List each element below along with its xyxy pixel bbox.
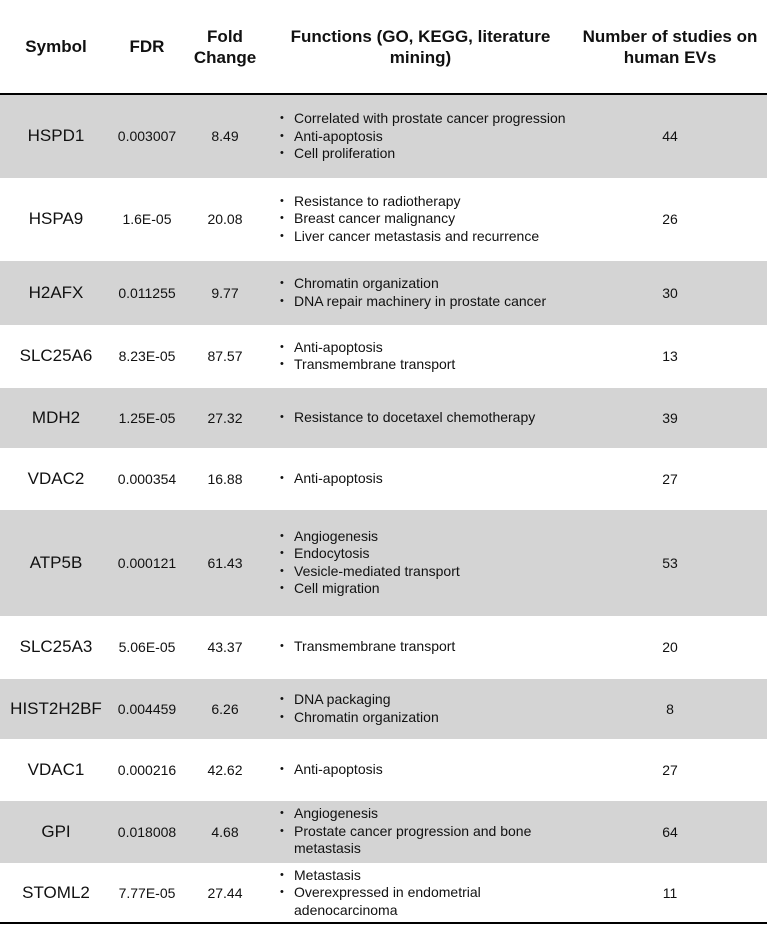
function-list [276, 409, 569, 427]
cell-studies: 8 [573, 678, 767, 739]
cell-studies: 44 [573, 94, 767, 178]
cell-studies: 11 [573, 863, 767, 923]
function-item: • Chromatin organization [276, 275, 569, 293]
cell-fold-change: 27.44 [182, 863, 268, 923]
table-row [0, 863, 767, 923]
cell-fold-change: 9.77 [182, 260, 268, 325]
cell-fold-change: 27.32 [182, 387, 268, 448]
cell-studies: 27 [573, 448, 767, 509]
cell-fdr: 0.004459 [112, 678, 182, 739]
table-row [0, 387, 767, 448]
cell-fold-change: 4.68 [182, 800, 268, 863]
cell-studies: 20 [573, 616, 767, 678]
function-list [276, 193, 569, 246]
cell-fdr: 0.000354 [112, 448, 182, 509]
header-symbol: Symbol [0, 0, 112, 94]
cell-fdr: 5.06E-05 [112, 616, 182, 678]
header-row [0, 0, 767, 94]
function-item: • Anti-apoptosis [276, 339, 569, 357]
header-functions: Functions (GO, KEGG, literature mining) [268, 0, 573, 94]
function-item: • Correlated with prostate cancer progression [276, 110, 569, 128]
table-row [0, 678, 767, 739]
function-list [276, 339, 569, 374]
function-list [276, 528, 569, 598]
table-row [0, 509, 767, 616]
function-item: • DNA repair machinery in prostate cancer [276, 293, 569, 311]
cell-fold-change: 6.26 [182, 678, 268, 739]
cell-symbol: HSPA9 [0, 178, 112, 260]
function-item: • Angiogenesis [276, 805, 569, 823]
header-fold-change: Fold Change [182, 0, 268, 94]
cell-fold-change: 42.62 [182, 739, 268, 800]
cell-symbol: GPI [0, 800, 112, 863]
function-item: • Anti-apoptosis [276, 470, 569, 488]
cell-studies: 26 [573, 178, 767, 260]
cell-functions [268, 739, 573, 800]
cell-fold-change: 43.37 [182, 616, 268, 678]
cell-symbol: SLC25A6 [0, 325, 112, 387]
function-item: • Prostate cancer progression and bone metastasis [276, 823, 569, 858]
cell-functions [268, 863, 573, 923]
cell-symbol: HIST2H2BF [0, 678, 112, 739]
table-row [0, 94, 767, 178]
cell-symbol: MDH2 [0, 387, 112, 448]
cell-fdr: 0.011255 [112, 260, 182, 325]
cell-fold-change: 20.08 [182, 178, 268, 260]
table-row [0, 448, 767, 509]
cell-symbol: ATP5B [0, 509, 112, 616]
function-item: • Cell proliferation [276, 145, 569, 163]
function-item: • Chromatin organization [276, 709, 569, 727]
cell-functions [268, 448, 573, 509]
cell-functions [268, 616, 573, 678]
cell-functions [268, 387, 573, 448]
function-list [276, 761, 569, 779]
cell-fdr: 0.018008 [112, 800, 182, 863]
function-item: • Vesicle-mediated transport [276, 563, 569, 581]
function-item: • Resistance to radiotherapy [276, 193, 569, 211]
cell-fdr: 0.000121 [112, 509, 182, 616]
function-item: • Overexpressed in endometrial adenocarcinoma [276, 884, 569, 919]
cell-fdr: 7.77E-05 [112, 863, 182, 923]
table-row [0, 325, 767, 387]
cell-studies: 39 [573, 387, 767, 448]
cell-studies: 27 [573, 739, 767, 800]
cell-symbol: VDAC1 [0, 739, 112, 800]
function-item: • DNA packaging [276, 691, 569, 709]
cell-studies: 53 [573, 509, 767, 616]
cell-fdr: 1.6E-05 [112, 178, 182, 260]
table-row [0, 739, 767, 800]
cell-studies: 64 [573, 800, 767, 863]
cell-symbol: H2AFX [0, 260, 112, 325]
cell-functions [268, 178, 573, 260]
cell-studies: 13 [573, 325, 767, 387]
cell-symbol: HSPD1 [0, 94, 112, 178]
function-item: • Anti-apoptosis [276, 128, 569, 146]
cell-studies: 30 [573, 260, 767, 325]
function-item: • Endocytosis [276, 545, 569, 563]
cell-fold-change: 87.57 [182, 325, 268, 387]
cell-fdr: 1.25E-05 [112, 387, 182, 448]
cell-fold-change: 61.43 [182, 509, 268, 616]
table-body [0, 94, 767, 923]
header-fdr: FDR [112, 0, 182, 94]
cell-symbol: STOML2 [0, 863, 112, 923]
function-list [276, 638, 569, 656]
function-item: • Breast cancer malignancy [276, 210, 569, 228]
function-list [276, 470, 569, 488]
cell-fdr: 0.000216 [112, 739, 182, 800]
cell-functions [268, 678, 573, 739]
function-item: • Angiogenesis [276, 528, 569, 546]
function-list [276, 805, 569, 858]
function-item: • Cell migration [276, 580, 569, 598]
cell-fold-change: 8.49 [182, 94, 268, 178]
cell-functions [268, 94, 573, 178]
cell-symbol: SLC25A3 [0, 616, 112, 678]
table-row [0, 800, 767, 863]
function-item: • Transmembrane transport [276, 638, 569, 656]
function-item: • Liver cancer metastasis and recurrence [276, 228, 569, 246]
cell-fdr: 8.23E-05 [112, 325, 182, 387]
cell-functions [268, 800, 573, 863]
cell-symbol: VDAC2 [0, 448, 112, 509]
function-item: • Anti-apoptosis [276, 761, 569, 779]
function-item: • Transmembrane transport [276, 356, 569, 374]
function-item: • Resistance to docetaxel chemotherapy [276, 409, 569, 427]
cell-functions [268, 325, 573, 387]
table-row [0, 178, 767, 260]
function-list [276, 275, 569, 310]
cell-fdr: 0.003007 [112, 94, 182, 178]
function-list [276, 691, 569, 726]
table-row [0, 260, 767, 325]
cell-functions [268, 509, 573, 616]
function-list [276, 867, 569, 920]
cell-fold-change: 16.88 [182, 448, 268, 509]
table-row [0, 616, 767, 678]
header-studies: Number of studies on human EVs [573, 0, 767, 94]
cell-functions [268, 260, 573, 325]
function-item: • Metastasis [276, 867, 569, 885]
function-list [276, 110, 569, 163]
